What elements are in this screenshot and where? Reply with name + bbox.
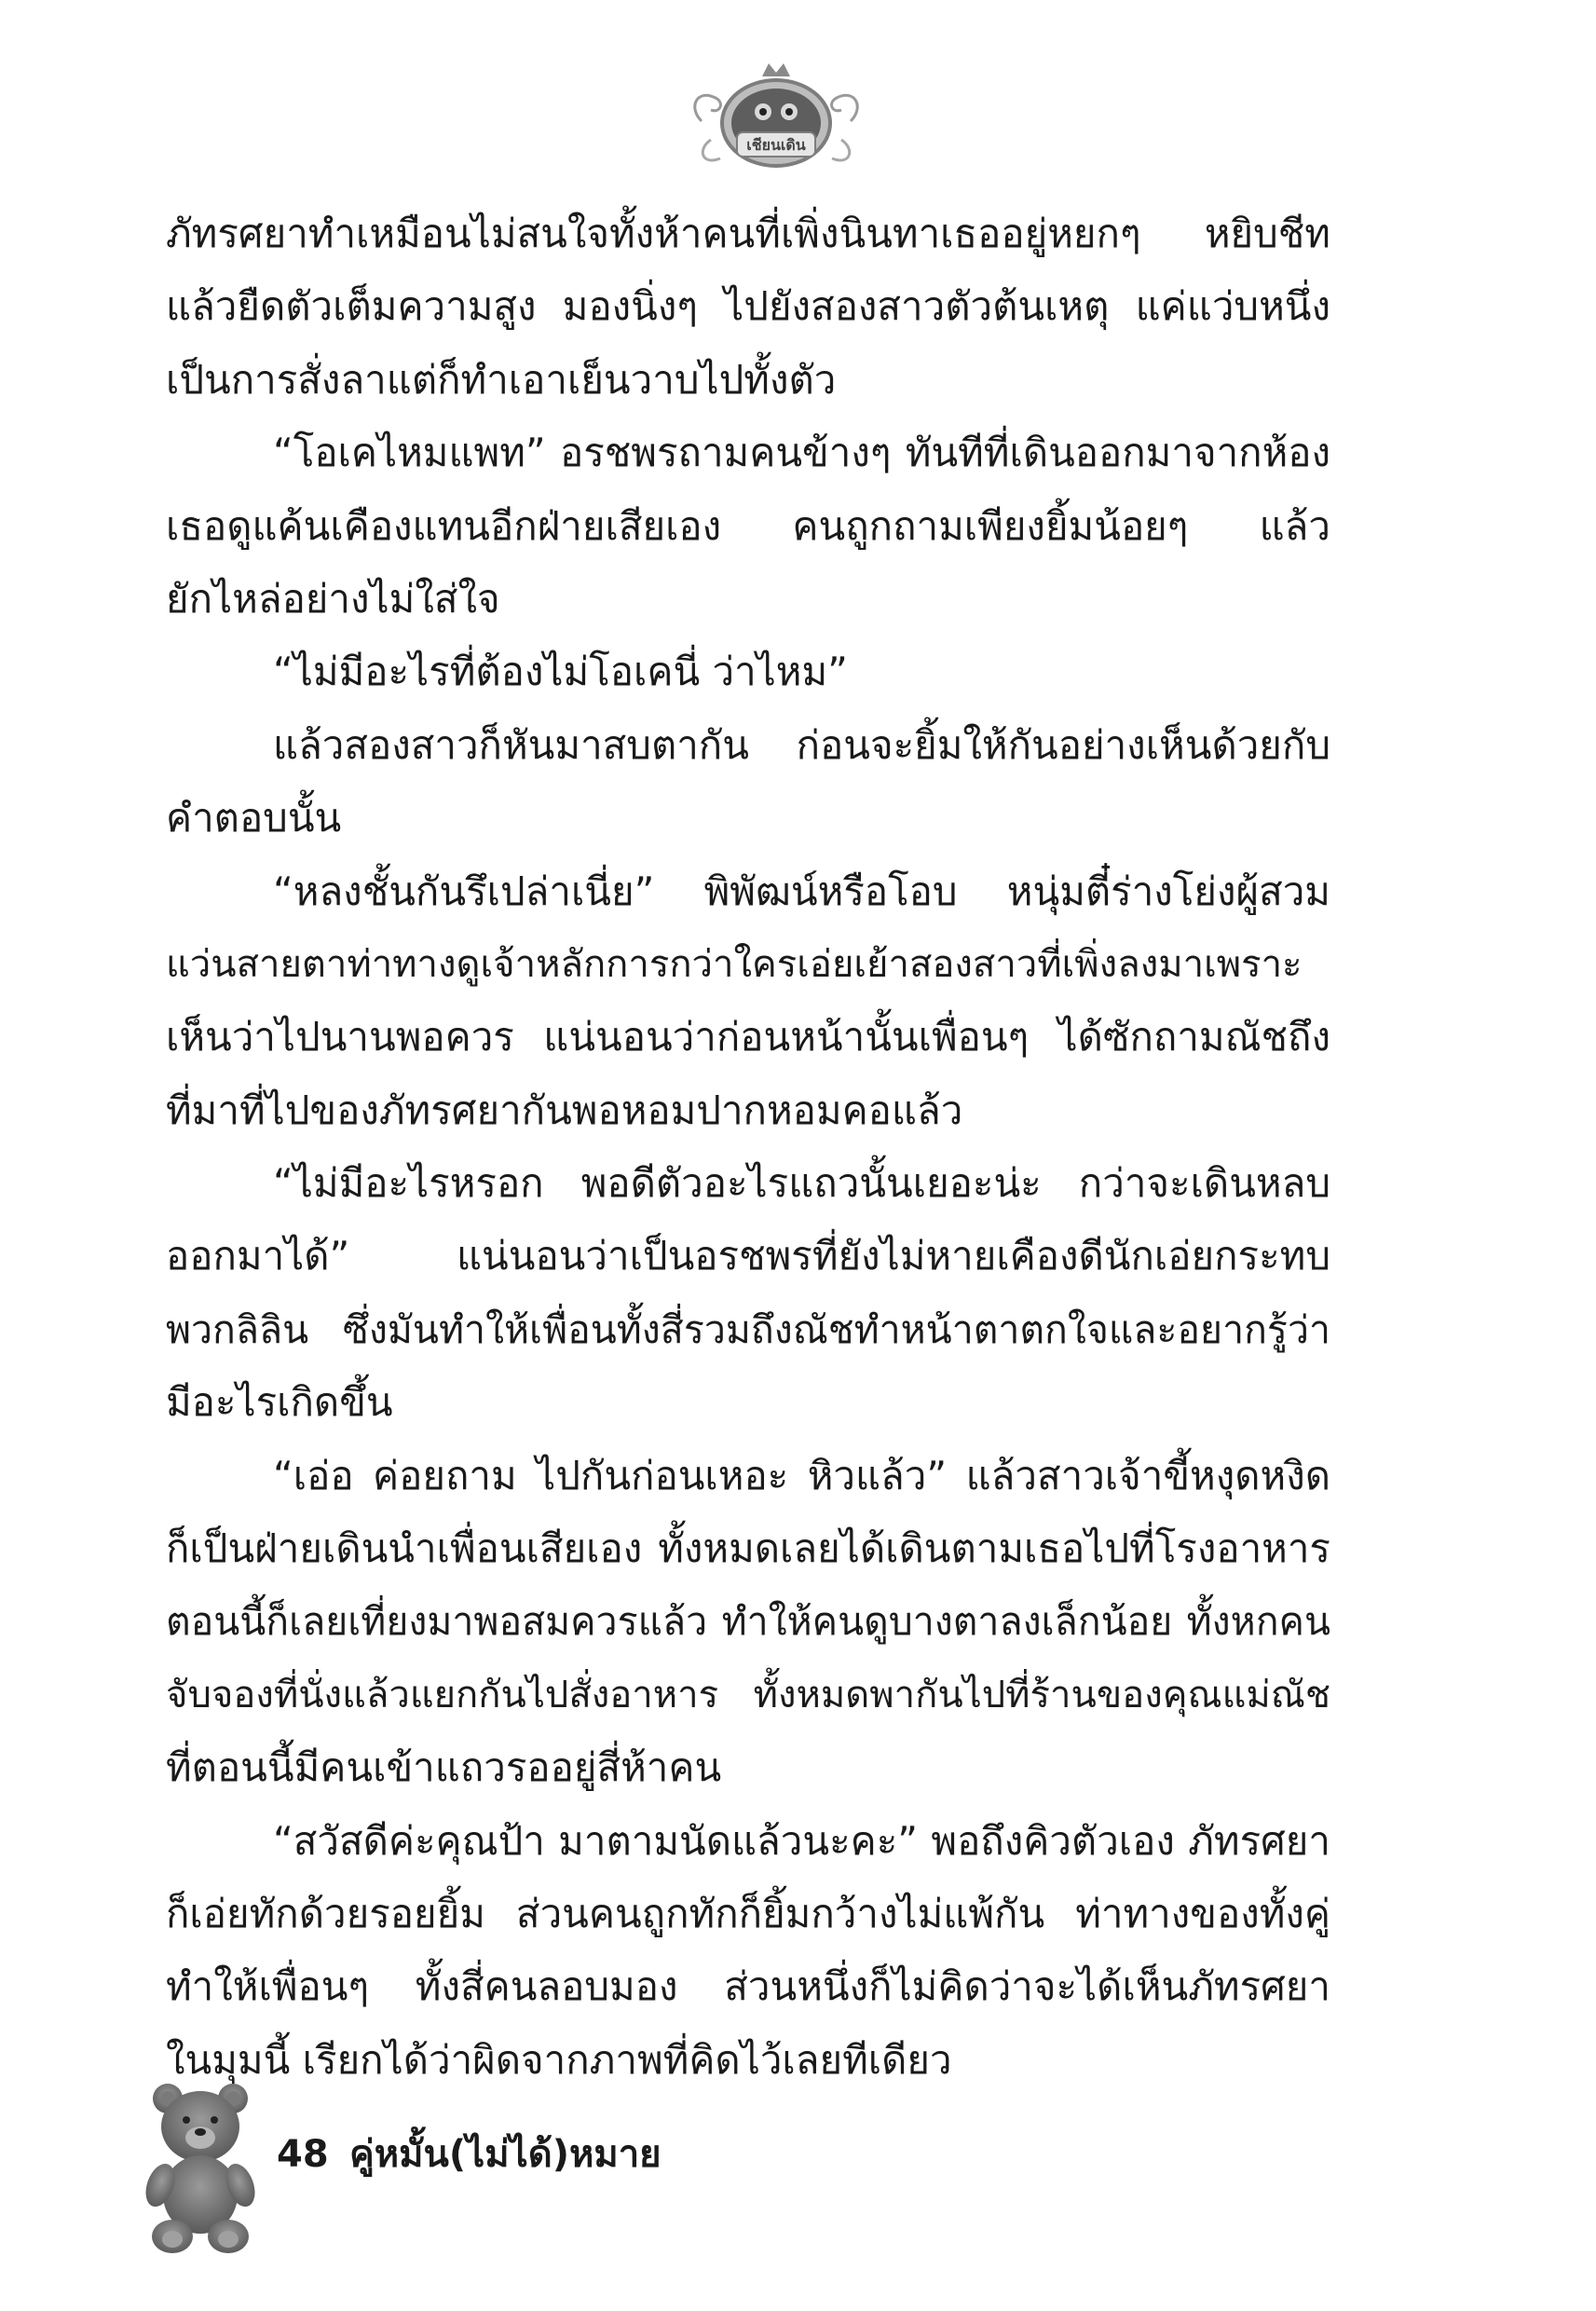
text-line: แล้วสองสาวก็หันมาสบตากัน ก่อนจะยิ้มให้กันอย่างเห็นด้วยกับ <box>273 721 1330 768</box>
text-line: ภัทรศยาทำเหมือนไม่สนใจทั้งห้าคนที่เพิ่งนินทาเธออยู่หยกๆ หยิบชีท <box>166 211 1330 256</box>
book-title: คู่หมั้น(ไม่ได้)หมาย <box>349 2133 662 2176</box>
text-line: คำตอบนั้น <box>166 795 342 841</box>
text-line: ในมุมนี้ เรียกได้ว่าผิดจากภาพที่คิดไว้เลยทีเดียว <box>166 2036 952 2083</box>
text-line: “สวัสดีค่ะคุณป้า มาตามนัดแล้วนะคะ” พอถึงคิวตัวเอง ภัทรศยา <box>273 1817 1330 1864</box>
text-line: ทำให้เพื่อนๆ ทั้งสี่คนลอบมอง ส่วนหนึ่งก็ไม่คิดว่าจะได้เห็นภัทรศยา <box>166 1963 1330 2010</box>
text-line: เป็นการสั่งลาแต่ก็ทำเอาเย็นวาบไปทั้งตัว <box>166 356 837 403</box>
text-line: ตอนนี้ก็เลยเที่ยงมาพอสมควรแล้ว ทำให้คนดูบางตาลงเล็กน้อย ทั้งหกคน <box>166 1599 1330 1645</box>
text-line: พวกลิลิน ซึ่งมันทำให้เพื่อนทั้งสี่รวมถึงณัชทำหน้าตาตกใจและอยากรู้ว่า <box>166 1306 1330 1352</box>
text-line: “ไม่มีอะไรที่ต้องไม่โอเคนี่ ว่าไหม” <box>273 649 848 695</box>
page-number: 48 <box>277 2133 329 2176</box>
text-line: มีอะไรเกิดขึ้น <box>166 1379 393 1426</box>
text-line: ก็เอ่ยทักด้วยรอยยิ้ม ส่วนคนถูกทักก็ยิ้มกว้างไม่แพ้กัน ท่าทางของทั้งคู่ <box>166 1890 1330 1936</box>
text-line: ยักไหล่อย่างไม่ใส่ใจ <box>166 575 500 622</box>
text-line: “หลงชั้นกันรึเปล่าเนี่ย” พิพัฒน์หรือโอบ หนุ่มตี๋ร่างโย่งผู้สวม <box>273 868 1330 914</box>
text-line: เธอดูแค้นเคืองแทนอีกฝ่ายเสียเอง คนถูกถามเพียงยิ้มน้อยๆ แล้ว <box>166 502 1330 549</box>
text-line: ที่ตอนนี้มีคนเข้าแถวรออยู่สี่ห้าคน <box>166 1744 722 1791</box>
text-line: “เอ่อ ค่อยถาม ไปกันก่อนเหอะ หิวแล้ว” แล้วสาวเจ้าขี้หงุดหงิด <box>273 1452 1330 1498</box>
publisher-logo-icon <box>683 56 869 177</box>
text-line: ก็เป็นฝ่ายเดินนำเพื่อนเสียเอง ทั้งหมดเลยได้เดินตามเธอไปที่โรงอาหาร <box>166 1525 1330 1572</box>
text-line: ออกมาได้” แน่นอนว่าเป็นอรชพรที่ยังไม่หายเคืองดีนักเอ่ยกระทบ <box>166 1233 1330 1279</box>
body-text <box>166 198 1330 2097</box>
teddy-bear-icon <box>140 2078 261 2260</box>
text-line: เห็นว่าไปนานพอควร แน่นอนว่าก่อนหน้านั้นเพื่อนๆ ได้ซักถามณัชถึง <box>166 1014 1330 1060</box>
logo-text: เชียนเดิน <box>746 136 806 154</box>
text-line: ที่มาที่ไปของภัทรศยากันพอหอมปากหอมคอแล้ว <box>166 1087 963 1133</box>
text-line: แล้วยืดตัวเต็มความสูง มองนิ่งๆ ไปยังสองสาวตัวต้นเหตุ แค่แว่บหนึ่ง <box>166 283 1330 330</box>
text-line: “ไม่มีอะไรหรอก พอดีตัวอะไรแถวนั้นเยอะน่ะ กว่าจะเดินหลบ <box>273 1160 1330 1207</box>
text-line: จับจองที่นั่งแล้วแยกกันไปสั่งอาหาร ทั้งหมดพากันไปที่ร้านของคุณแม่ณัช <box>166 1673 1330 1716</box>
text-line: “โอเคไหมแพท” อรชพรถามคนข้างๆ ทันทีที่เดินออกมาจากห้อง <box>273 430 1330 476</box>
text-line: แว่นสายตาท่าทางดูเจ้าหลักการกว่าใครเอ่ยเย้าสองสาวที่เพิ่งลงมาเพราะ <box>166 942 1303 986</box>
